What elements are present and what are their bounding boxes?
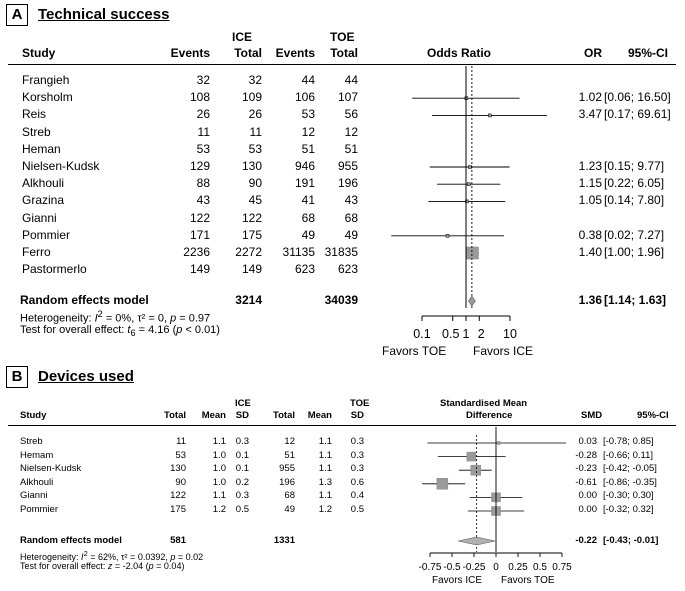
ice-events: 88	[196, 176, 210, 191]
toe-sd: 0.4	[350, 490, 364, 502]
toe-total: 51	[284, 449, 295, 461]
ci-value: [-0.66; 0.11]	[603, 449, 653, 461]
ci-value: [-0.42; -0.05]	[603, 463, 657, 475]
x-axis-tick-label: -0.5	[443, 562, 461, 573]
toe-sd-header-b: SD	[350, 410, 364, 421]
ice-sd: 0.1	[235, 449, 249, 461]
or-value: 1.15	[578, 176, 602, 191]
heterogeneity-text-a: Heterogeneity: $I^2 = 0\%$, τ² = 0, p = 0.97	[20, 309, 211, 325]
toe-total: 51	[344, 141, 358, 156]
smd-value: 0.03	[578, 436, 597, 447]
or-value: 1.05	[578, 193, 602, 208]
x-axis-tick-label: 2	[477, 327, 485, 341]
or-value: 1.40	[578, 245, 602, 259]
smd-header-line1: Standardised Mean	[440, 398, 528, 409]
study-column-header: Study	[22, 46, 56, 60]
toe-events: 31135	[282, 245, 315, 259]
or-value: 0.38	[578, 227, 602, 242]
toe-group-header: TOE	[330, 30, 355, 44]
smd-value: -0.61	[575, 476, 597, 488]
point-estimate	[497, 442, 500, 445]
overall-effect-text-b: Test for overall effect: z = -2.04 (p = 0.04)	[20, 561, 185, 571]
ci-value: [0.02; 7.27]	[604, 227, 665, 242]
point-estimate	[488, 114, 491, 117]
toe-events: 49	[301, 227, 315, 242]
ice-total: 11	[249, 124, 262, 139]
ice-total: 90	[175, 476, 186, 488]
toe-total: 623	[337, 262, 358, 277]
ice-group-header: ICE	[232, 30, 253, 44]
or-value: 1.02	[578, 90, 602, 105]
toe-events: 191	[294, 176, 315, 191]
toe-events: 623	[294, 262, 315, 277]
x-axis-tick-label: 0.5	[442, 327, 460, 341]
toe-events: 41	[301, 193, 315, 208]
ice-total: 109	[241, 90, 262, 105]
study-name: Nielsen-Kudsk	[22, 159, 100, 173]
ci-value: [-0.78; 0.85]	[603, 436, 654, 447]
ice-sd: 0.3	[235, 490, 249, 502]
ci-value: [-0.30; 0.30]	[603, 490, 654, 502]
study-name: Alkhouli	[20, 476, 54, 488]
panel-a-label: A	[6, 4, 28, 26]
toe-events-header: Events	[275, 46, 315, 60]
toe-total-header-b: Total	[273, 410, 295, 421]
toe-group-header-b: TOE	[350, 398, 370, 409]
study-name: Nielsen-Kudsk	[20, 463, 82, 475]
random-effects-ice-total: 3214	[235, 293, 262, 307]
point-estimate	[468, 166, 471, 169]
toe-total: 107	[337, 90, 358, 105]
x-axis-tick-label: -0.25	[462, 562, 486, 573]
toe-total: 44	[344, 73, 358, 87]
toe-sd: 0.3	[350, 436, 364, 447]
smd-value: -0.28	[575, 449, 597, 461]
panel-a-title: Technical success	[38, 6, 170, 23]
ice-mean: 1.2	[212, 504, 226, 515]
point-estimate	[467, 452, 476, 461]
toe-total: 955	[279, 463, 295, 475]
smd-value: 0.00	[578, 490, 597, 502]
ci-value: [-0.32; 0.32]	[603, 504, 654, 515]
ice-total: 122	[241, 210, 262, 225]
x-axis-tick-label: 1	[462, 327, 470, 341]
ice-total: 26	[248, 107, 262, 122]
random-effects-toe-total-b: 1331	[273, 535, 295, 546]
random-effects-label: Random effects model	[20, 293, 149, 307]
ice-total: 130	[170, 463, 186, 475]
study-name: Reis	[22, 107, 47, 122]
toe-sd: 0.3	[350, 449, 364, 461]
ice-events-header: Events	[170, 46, 210, 60]
pooled-diamond	[469, 296, 476, 306]
ice-events: 171	[189, 227, 210, 242]
ice-total: 149	[241, 262, 262, 277]
ci-value: [0.15; 9.77]	[604, 159, 665, 173]
toe-mean: 1.3	[318, 476, 332, 488]
point-estimate	[471, 465, 481, 475]
random-effects-ci: [1.14; 1.63]	[604, 293, 667, 307]
study-name: Ferro	[22, 245, 51, 259]
ice-events: 108	[189, 90, 210, 105]
toe-total: 12	[284, 436, 295, 447]
toe-total: 196	[337, 176, 358, 191]
ice-sd-header-b: SD	[235, 410, 249, 421]
x-axis-tick-label: 0.25	[508, 562, 528, 573]
or-value: 3.47	[578, 107, 602, 122]
ice-mean: 1.0	[212, 463, 226, 475]
point-estimate	[467, 183, 470, 186]
toe-events: 51	[301, 141, 315, 156]
ice-events: 149	[189, 262, 210, 277]
toe-events: 53	[301, 107, 315, 122]
study-name: Hemam	[20, 449, 54, 461]
ice-total: 53	[175, 449, 186, 461]
toe-events: 44	[301, 73, 315, 87]
study-name: Alkhouli	[22, 176, 65, 191]
study-name: Gianni	[20, 490, 48, 502]
study-name: Pastormerlo	[22, 262, 87, 277]
favors-ice-label: Favors ICE	[473, 344, 534, 358]
ice-total: 32	[248, 73, 262, 87]
toe-mean-header-b: Mean	[307, 410, 332, 421]
toe-total: 49	[284, 504, 295, 515]
ice-group-header-b: ICE	[235, 398, 251, 409]
toe-total-header: Total	[330, 46, 358, 60]
random-effects-or: 1.36	[578, 293, 602, 307]
smd-header-line2: Difference	[466, 410, 513, 421]
random-effects-ice-total-b: 581	[170, 535, 186, 546]
ice-events: 26	[196, 107, 210, 122]
toe-total: 955	[337, 159, 358, 173]
favors-ice-label-b: Favors ICE	[432, 575, 483, 586]
toe-total: 68	[284, 490, 295, 502]
random-effects-smd: -0.22	[575, 535, 597, 546]
ice-total-header: Total	[234, 46, 262, 60]
pooled-diamond	[458, 537, 495, 545]
toe-events: 106	[294, 90, 315, 105]
x-axis-tick-label: 0.1	[413, 327, 431, 341]
ci-value: [0.22; 6.05]	[604, 176, 665, 191]
toe-mean: 1.2	[318, 504, 332, 515]
ice-sd: 0.5	[235, 504, 249, 515]
toe-total: 43	[344, 193, 358, 208]
study-name: Streb	[22, 124, 51, 139]
ci-header-b: 95%-CI	[637, 410, 669, 421]
smd-value: 0.00	[578, 504, 597, 515]
ice-mean: 1.1	[212, 436, 226, 447]
ice-total: 11	[176, 436, 186, 447]
or-value: 1.23	[578, 159, 602, 173]
panel-b-label: B	[6, 366, 28, 388]
ice-events: 11	[197, 124, 210, 139]
ice-events: 2236	[183, 245, 210, 259]
ice-total: 130	[241, 159, 262, 173]
toe-events: 946	[294, 159, 315, 173]
ci-value: [-0.86; -0.35]	[603, 476, 657, 488]
heterogeneity-text-b: Heterogeneity: $I^2 = 62\%$, τ² = 0.0392, p = 0.02	[20, 549, 204, 562]
study-name: Korsholm	[22, 90, 73, 105]
toe-total: 196	[279, 476, 295, 488]
ice-events: 129	[189, 159, 210, 173]
smd-header: SMD	[581, 410, 603, 421]
ice-total: 175	[241, 227, 262, 242]
ice-events: 122	[189, 210, 210, 225]
ice-sd: 0.2	[235, 476, 249, 488]
study-name: Gianni	[22, 210, 57, 225]
study-name: Pommier	[22, 227, 71, 242]
toe-mean: 1.1	[318, 449, 332, 461]
study-name: Grazina	[22, 193, 65, 208]
point-estimate	[466, 247, 478, 259]
random-effects-ci-b: [-0.43; -0.01]	[603, 535, 659, 546]
toe-total: 68	[344, 210, 358, 225]
toe-mean: 1.1	[318, 436, 332, 447]
toe-sd: 0.3	[350, 463, 364, 475]
ice-events: 43	[196, 193, 210, 208]
toe-mean: 1.1	[318, 463, 332, 475]
study-name: Pommier	[20, 504, 59, 515]
ci-value: [0.06; 16.50]	[604, 90, 671, 105]
toe-total: 31835	[324, 245, 358, 259]
x-axis-tick-label: 0.75	[552, 562, 572, 573]
ice-total: 90	[248, 176, 262, 191]
random-effects-label-b: Random effects model	[20, 535, 122, 546]
ice-total: 53	[248, 141, 262, 156]
toe-sd: 0.6	[350, 476, 364, 488]
toe-sd: 0.5	[350, 504, 364, 515]
ice-mean: 1.0	[212, 476, 226, 488]
random-effects-toe-total: 34039	[324, 293, 358, 307]
ci-header: 95%-CI	[628, 46, 669, 60]
overall-effect-text-a: Test for overall effect: $t_6 = 4.16$ (p < 0.01)	[20, 324, 220, 339]
toe-events: 68	[301, 210, 315, 225]
ice-total: 2272	[235, 245, 262, 259]
ci-value: [0.17; 69.61]	[604, 107, 671, 122]
x-axis-tick-label: 0.5	[533, 562, 547, 573]
panel-b-title: Devices used	[38, 368, 134, 385]
ice-sd: 0.3	[235, 436, 249, 447]
toe-mean: 1.1	[318, 490, 332, 502]
favors-toe-label-b: Favors TOE	[501, 575, 555, 586]
x-axis-tick-label: 0	[493, 562, 499, 573]
ice-events: 53	[196, 141, 210, 156]
ice-mean-header-b: Mean	[201, 410, 226, 421]
study-name: Frangieh	[22, 73, 70, 87]
odds-ratio-header: Odds Ratio	[427, 46, 492, 60]
toe-total: 49	[344, 227, 358, 242]
favors-toe-label: Favors TOE	[382, 344, 447, 358]
ci-value: [0.14; 7.80]	[604, 193, 665, 208]
ice-mean: 1.0	[212, 449, 226, 461]
study-name: Heman	[22, 141, 61, 156]
toe-total: 56	[344, 107, 358, 122]
ice-total: 45	[248, 193, 262, 208]
ice-total-header-b: Total	[164, 410, 186, 421]
study-name: Streb	[20, 436, 43, 447]
ice-sd: 0.1	[235, 463, 249, 475]
ice-total: 175	[170, 504, 186, 515]
study-column-header-b: Study	[20, 410, 47, 421]
ice-total: 122	[170, 490, 186, 502]
x-axis-tick-label: 10	[503, 327, 517, 341]
ci-value: [1.00; 1.96]	[604, 245, 665, 259]
x-axis-tick-label: -0.75	[418, 562, 442, 573]
ice-events: 32	[196, 73, 210, 87]
or-header: OR	[584, 46, 602, 60]
toe-events: 12	[301, 124, 315, 139]
point-estimate	[446, 234, 449, 237]
point-estimate	[437, 478, 448, 489]
smd-value: -0.23	[575, 463, 597, 475]
ice-mean: 1.1	[212, 490, 226, 502]
toe-total: 12	[344, 124, 358, 139]
